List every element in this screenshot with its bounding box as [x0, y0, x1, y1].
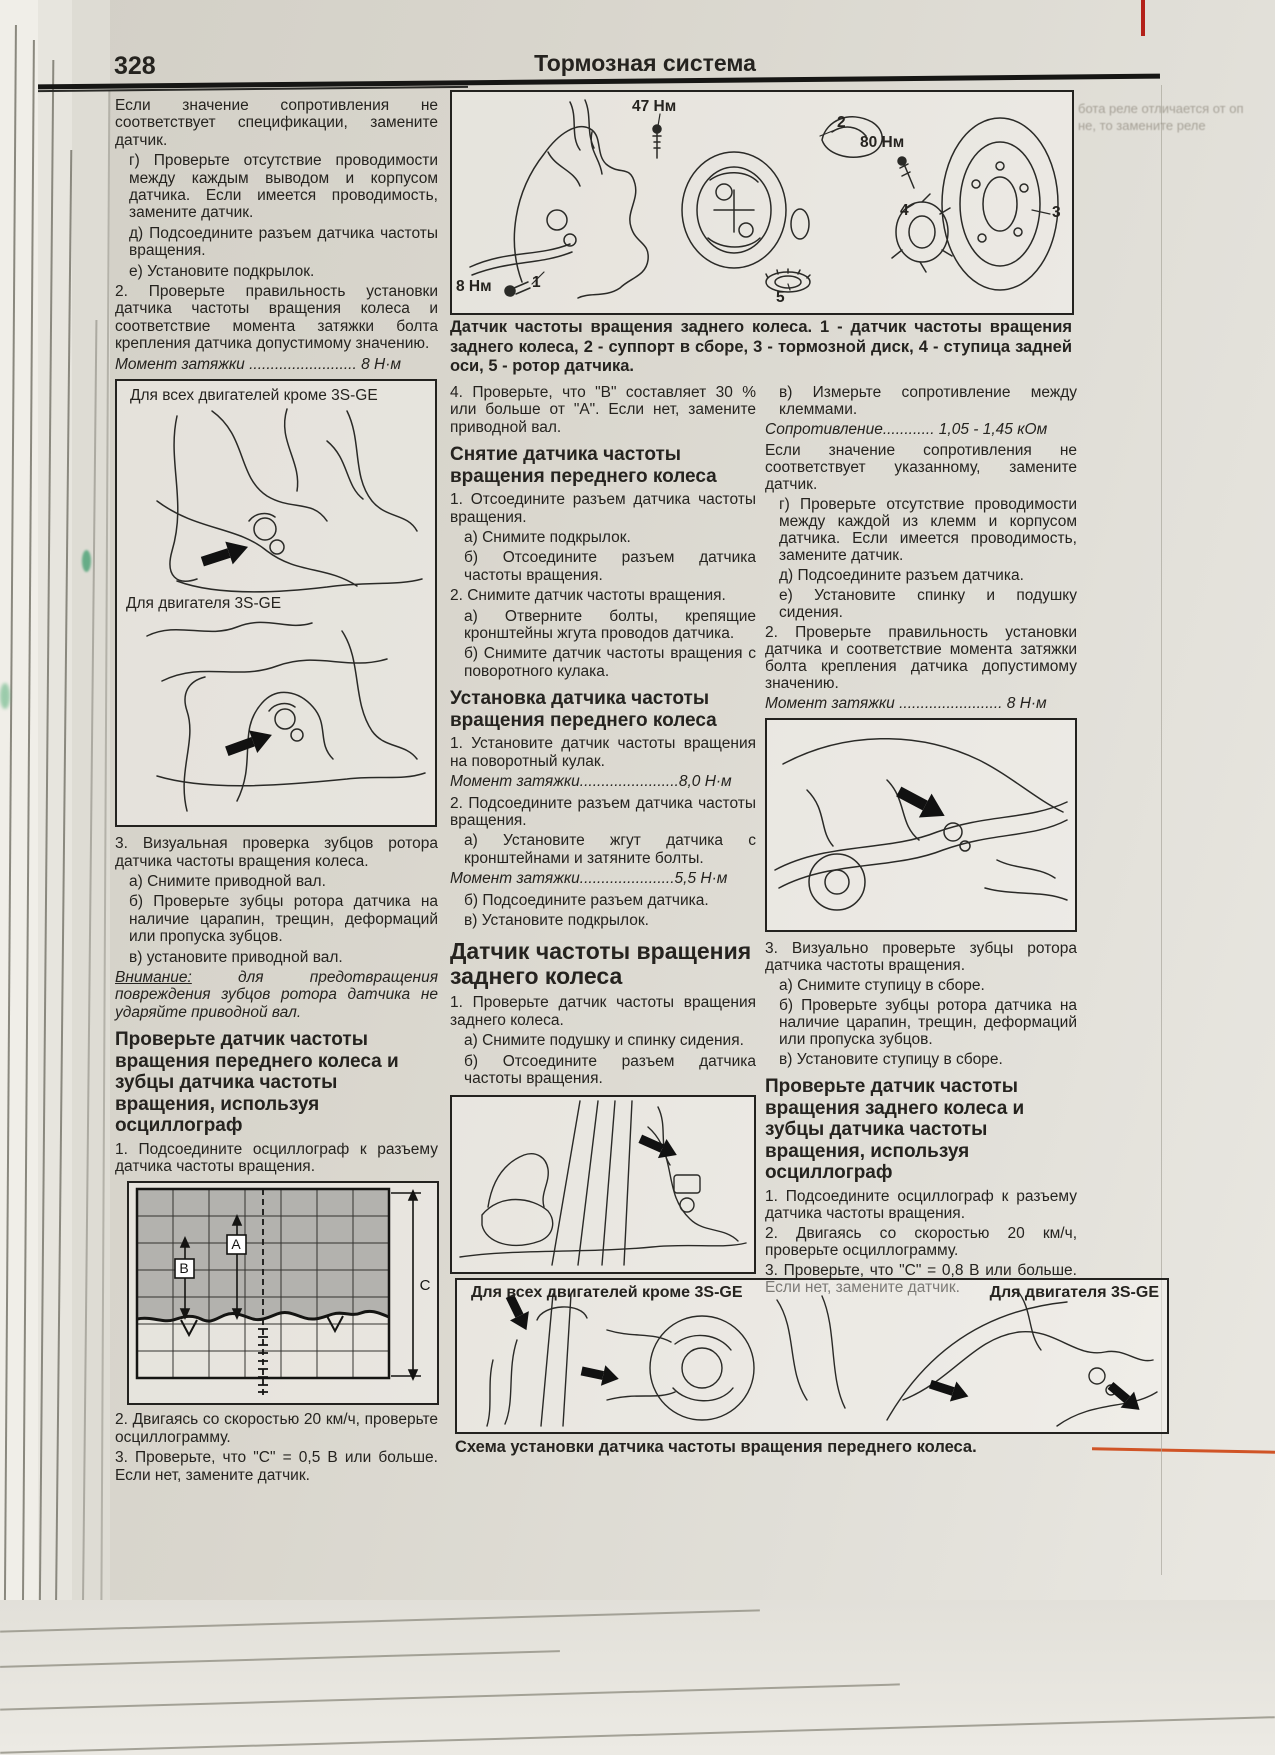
paragraph: 3. Визуальная проверка зубцов ротора датчика частоты вращения колеса.	[115, 835, 438, 870]
figure-caption-bottom: Схема установки датчика частоты вращения переднего колеса.	[455, 1438, 977, 1456]
bleedthrough-line: не, то замените реле	[1078, 118, 1206, 133]
section-heading-removal-front: Снятие датчика частоты вращения переднего колеса	[450, 444, 717, 487]
paragraph: в) Установите подкрылок.	[464, 911, 649, 929]
part-number-3: 3	[1052, 204, 1061, 221]
torque-spec: Момент затяжки......................5,5 Н·м	[450, 870, 728, 888]
rear-sensor-location-drawing	[767, 720, 1071, 926]
figure-label-all-engines: Для всех двигателей кроме 3S-GE	[130, 387, 378, 405]
figure-rear-seat	[450, 1095, 756, 1274]
rear-seat-drawing	[452, 1097, 750, 1268]
paragraph: 1. Подсоедините осциллограф к разъему датчика частоты вращения.	[115, 1140, 438, 1176]
paragraph: в) Установите ступицу в сборе.	[779, 1051, 1003, 1068]
paragraph: 2. Проверьте правильность установки датчика частоты вращения колеса и соответствие момента затяжки болта крепления датчика допустимому значению.	[115, 283, 438, 353]
oscillogram-label-c: C	[419, 1277, 431, 1295]
page-number: 328	[114, 52, 156, 80]
paragraph: в) Измерьте сопротивление между клеммами.	[779, 384, 1077, 418]
paragraph: б) Проверьте зубцы ротора датчика на наличие царапин, трещин, деформаций или пропуска зубцов.	[129, 893, 438, 946]
paragraph: Если значение сопротивления не соответствует указанному, замените датчик.	[765, 442, 1077, 493]
red-scan-mark	[1141, 0, 1145, 36]
section-heading-front-oscilloscope: Проверьте датчик частоты вращения переднего колеса и зубцы датчика частоты вращения, используя осциллограф	[115, 1029, 399, 1137]
pointer-arrow-icon	[927, 1374, 972, 1406]
paragraph: б) Проверьте зубцы ротора датчика на наличие царапин, трещин, деформаций или пропуска зубцов.	[779, 997, 1077, 1048]
paragraph: Если значение сопротивления не соответствует спецификации, замените датчик.	[115, 97, 438, 149]
part-number-1: 1	[532, 274, 541, 291]
green-ink-mark	[0, 683, 10, 709]
paragraph: д) Подсоедините разъем датчика частоты вращения.	[129, 224, 438, 260]
part-number-4: 4	[900, 202, 909, 219]
pointer-arrow-icon	[636, 1130, 681, 1165]
chapter-heading-rear-sensor: Датчик частоты вращения заднего колеса	[450, 938, 752, 990]
green-ink-mark	[82, 550, 91, 572]
paragraph: 1. Проверьте датчик частоты вращения заднего колеса.	[450, 994, 756, 1029]
paragraph: е) Установите спинку и подушку сидения.	[779, 587, 1077, 621]
paragraph: 2. Подсоедините разъем датчика частоты вращения.	[450, 794, 756, 829]
paragraph: 3. Визуально проверьте зубцы ротора датчика частоты вращения.	[765, 940, 1077, 974]
paragraph: 2. Проверьте правильность установки датчика и соответствие момента затяжки болта крепления датчика допустимому значению.	[765, 624, 1077, 692]
column-right	[765, 384, 1077, 1299]
figure-front-sensor-install-scheme	[455, 1278, 1169, 1434]
figure-rear-sensor-exploded	[450, 90, 1074, 315]
section-heading-rear-oscilloscope: Проверьте датчик частоты вращения заднего колеса и зубцы датчика частоты вращения, используя осциллограф	[765, 1076, 1025, 1183]
paragraph: д) Подсоедините разъем датчика.	[779, 567, 1024, 584]
part-number-5: 5	[776, 289, 785, 306]
pointer-arrow-icon	[1104, 1377, 1147, 1418]
figure-label-all-engines: Для всех двигателей кроме 3S-GE	[471, 1284, 743, 1301]
part-number-2: 2	[837, 114, 846, 131]
paragraph: а) Установите жгут датчика с кронштейнами и затяните болты.	[464, 832, 756, 867]
warning-text: для предотвращения повреждения зубцов ротора датчика не ударяйте приводной вал.	[115, 968, 438, 1021]
bleedthrough-text	[1078, 100, 1268, 134]
pointer-arrow-icon	[579, 1361, 621, 1389]
paragraph: б) Отсоедините разъем датчика частоты вращения.	[464, 1052, 756, 1087]
pointer-arrow-icon	[199, 536, 252, 574]
torque-spec: Момент затяжки.......................8,0 Н·м	[450, 773, 732, 791]
paragraph: а) Снимите ступицу в сборе.	[779, 977, 985, 994]
paragraph: г) Проверьте отсутствие проводимости между каждой из клемм и корпусом датчика. Если имеется проводимость, замените датчик.	[779, 496, 1077, 564]
paragraph: 3. Проверьте, что "С" = 0,5 В или больше. Если нет, замените датчик.	[115, 1449, 438, 1484]
figure-rear-sensor-location	[765, 718, 1077, 932]
paragraph: в) установите приводной вал.	[129, 948, 343, 966]
section-heading-install-front: Установка датчика частоты вращения переднего колеса	[450, 688, 717, 731]
torque-spec: Момент затяжки ........................ 8 Н·м	[765, 695, 1047, 712]
page-stack-edge	[38, 0, 72, 1755]
paragraph: 2. Двигаясь со скоростью 20 км/ч, проверьте осциллограмму.	[115, 1411, 438, 1446]
orange-scan-mark	[1092, 1447, 1275, 1454]
paragraph: 1. Установите датчик частоты вращения на поворотный кулак.	[450, 735, 756, 770]
figure-front-sensor-engines	[115, 379, 437, 827]
paragraph: г) Проверьте отсутствие проводимости между каждым выводом и корпусом датчика. Если имеется проводимость, замените датчик.	[129, 152, 438, 222]
paragraph: 1. Отсоедините разъем датчика частоты вращения.	[450, 491, 756, 526]
paragraph: 2. Снимите датчик частоты вращения.	[450, 587, 726, 605]
figure-label-3sge: Для двигателя 3S-GE	[126, 595, 282, 613]
bleedthrough-line: бота реле отличается от оп	[1078, 101, 1244, 116]
torque-label-47: 47 Нм	[632, 98, 677, 115]
paragraph: 2. Двигаясь со скоростью 20 км/ч, проверьте осциллограмму.	[765, 1224, 1077, 1259]
page-stack-bottom	[0, 1600, 1275, 1755]
figure-caption-top: Датчик частоты вращения заднего колеса. 1 - датчик частоты вращения заднего колеса, 2 - суппорт в сборе, 3 - тормозной диск, 4 - ступица задней оси, 5 - ротор датчика.	[450, 318, 1072, 375]
paragraph: 1. Подсоедините осциллограф к разъему датчика частоты вращения.	[765, 1187, 1077, 1222]
rear-sensor-exploded-drawing	[452, 92, 1068, 309]
install-scheme-drawing	[457, 1280, 1163, 1428]
figure-label-3sge: Для двигателя 3S-GE	[989, 1284, 1159, 1301]
warning-label: Внимание:	[115, 968, 192, 986]
torque-spec: Момент затяжки ......................... 8 Н·м	[115, 355, 401, 373]
page-title: Тормозная система	[534, 50, 756, 76]
torque-label-8: 8 Нм	[456, 278, 492, 295]
column-left	[115, 97, 438, 1487]
figure-oscillogram	[127, 1181, 439, 1405]
paragraph: 4. Проверьте, что "В" составляет 30 % или больше от "А". Если нет, замените приводной вал.	[450, 384, 756, 436]
paragraph: б) Отсоедините разъем датчика частоты вращения.	[464, 549, 756, 584]
paragraph: а) Снимите приводной вал.	[129, 872, 326, 890]
oscillogram-drawing	[129, 1183, 433, 1399]
oscillogram-label-b: B	[179, 1260, 189, 1277]
column-middle	[450, 384, 756, 1274]
warning-note	[115, 969, 438, 1021]
oscillogram-label-a: A	[231, 1236, 241, 1253]
paragraph: б) Подсоедините разъем датчика.	[464, 891, 709, 909]
paragraph: а) Отверните болты, крепящие кронштейны жгута проводов датчика.	[464, 607, 756, 643]
torque-label-80: 80 Нм	[860, 134, 905, 151]
paragraph: а) Снимите подушку и спинку сидения.	[464, 1032, 744, 1050]
paragraph: 3. Проверьте, что "С" = 0,8 В или больше. Если нет, замените датчик.	[765, 1261, 1077, 1296]
paragraph: е) Установите подкрылок.	[129, 262, 315, 280]
resistance-spec: Сопротивление............ 1,05 - 1,45 кОм	[765, 421, 1048, 438]
paragraph: б) Снимите датчик частоты вращения с поворотного кулака.	[464, 645, 756, 680]
paragraph: а) Снимите подкрылок.	[464, 529, 631, 547]
